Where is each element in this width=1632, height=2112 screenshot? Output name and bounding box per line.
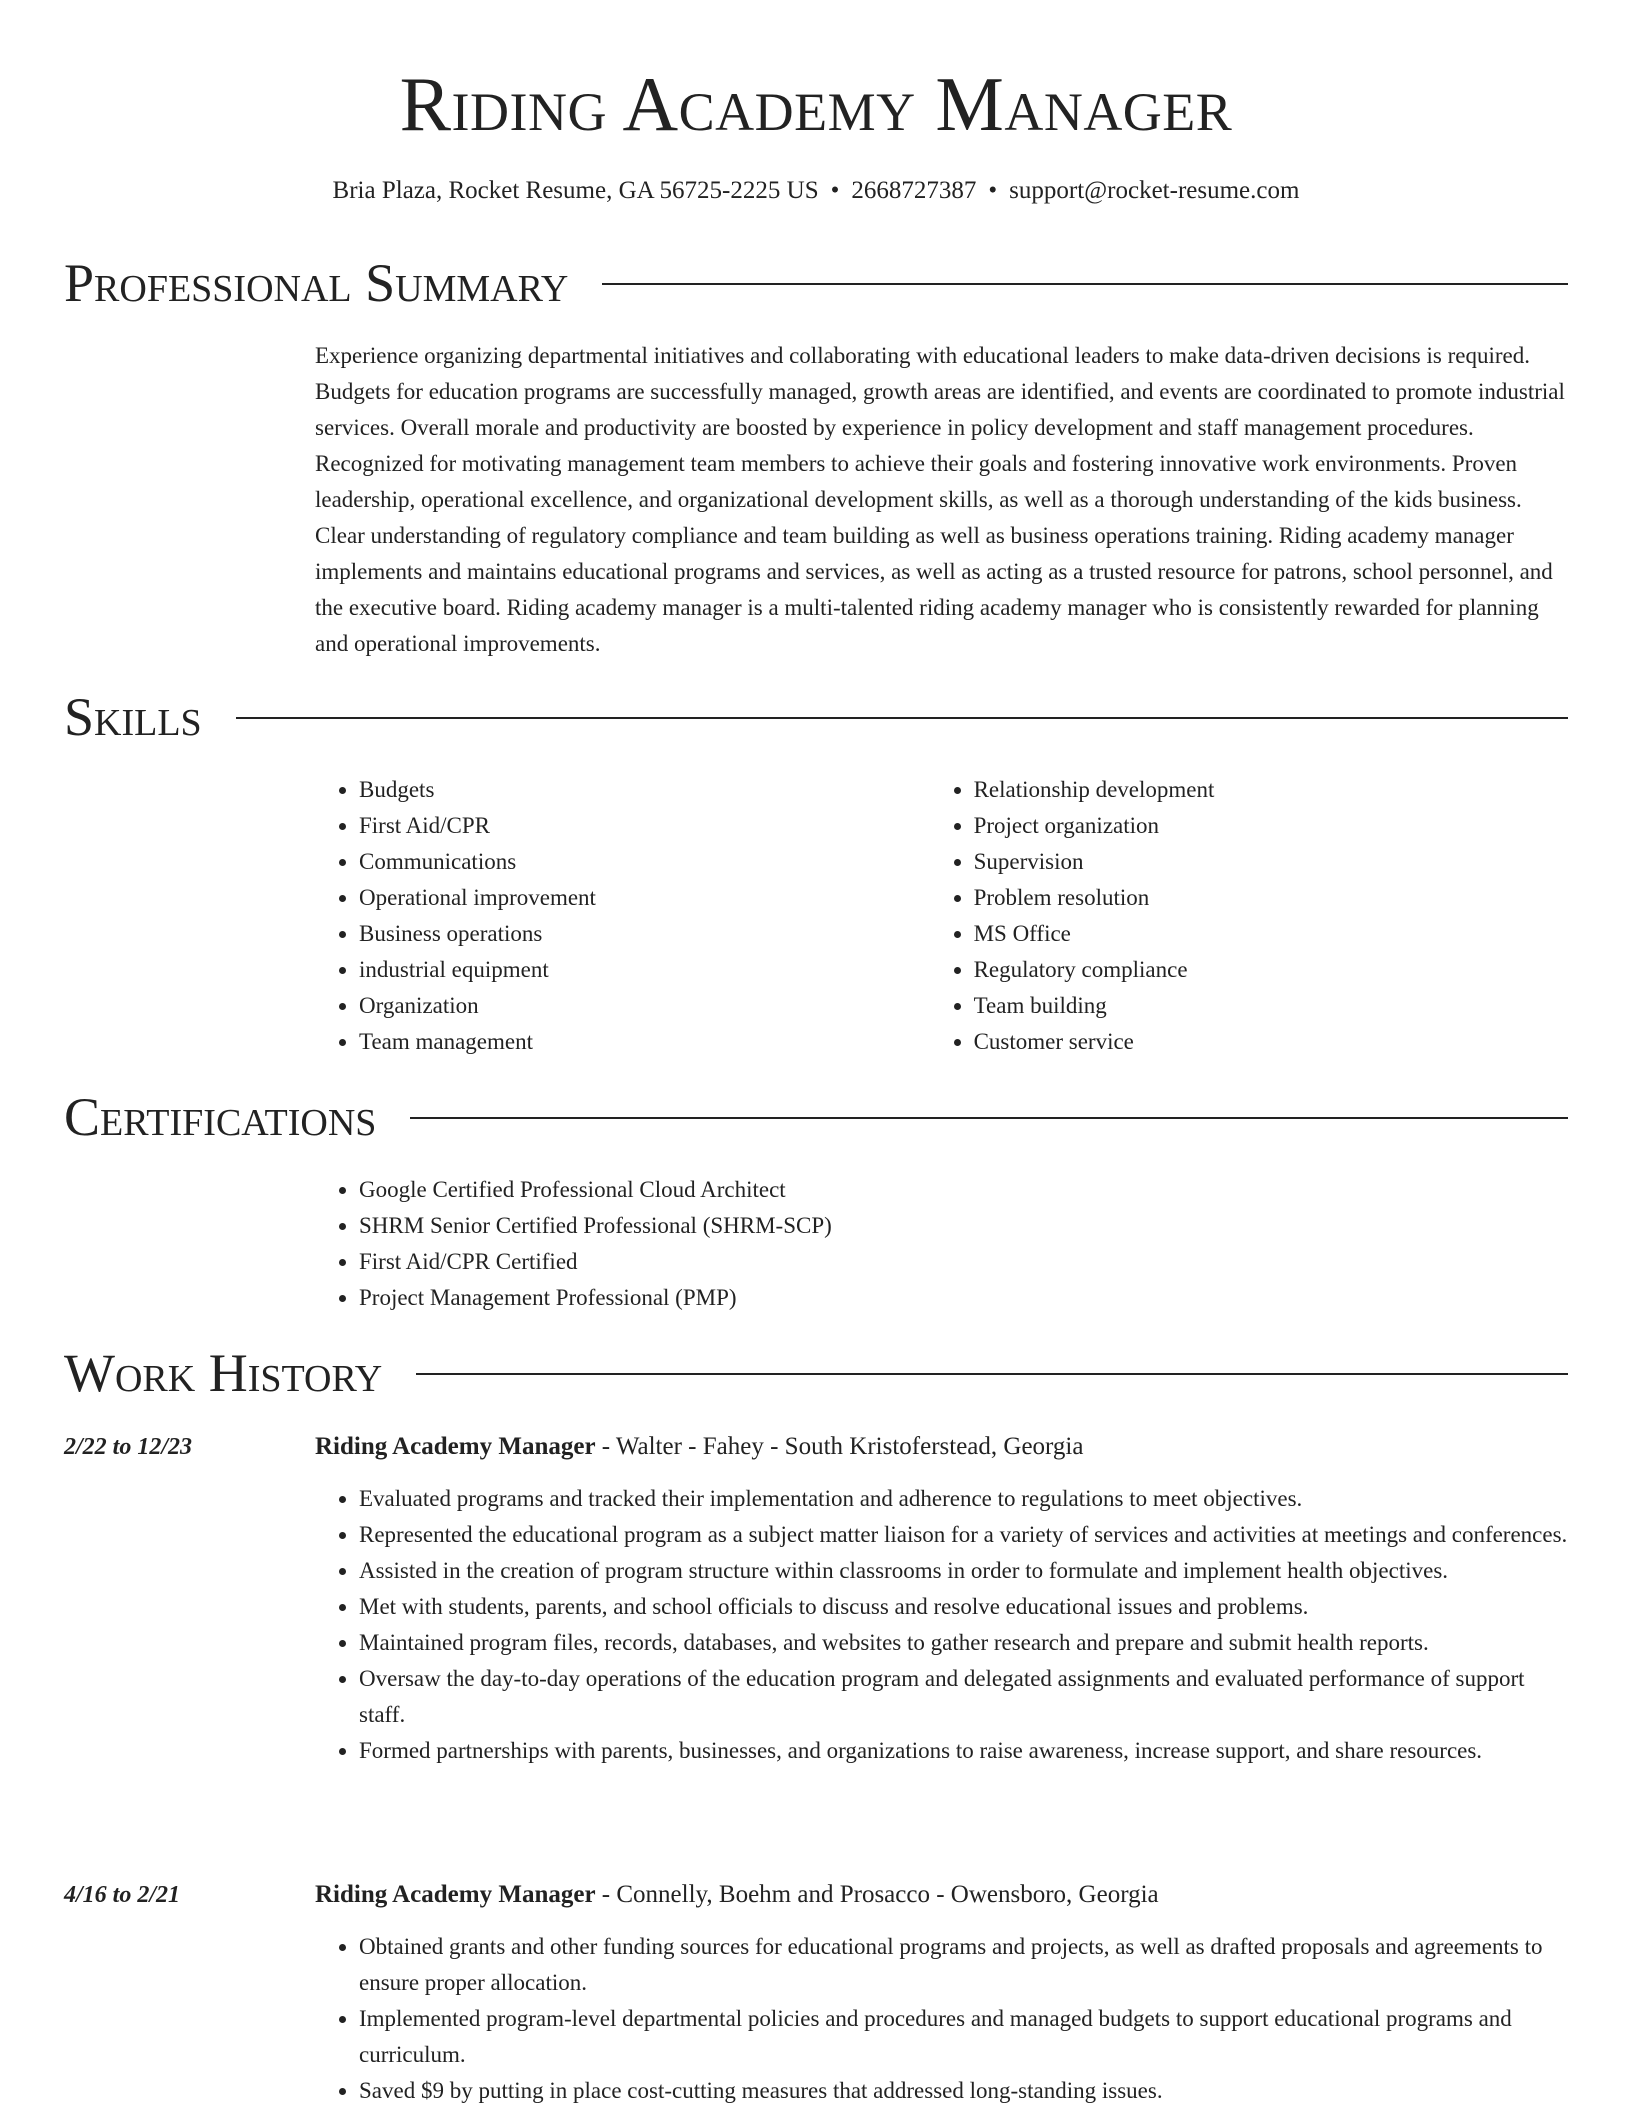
skill-item: • Business operations [359, 916, 930, 952]
certifications-list [315, 1172, 1570, 1316]
work-history-section-header [64, 1341, 1568, 1405]
job-title: Riding Academy Manager [315, 1433, 596, 1460]
contact-address: Bria Plaza, Rocket Resume, GA 56725-2225 US [332, 177, 819, 204]
skills-section-header [64, 685, 1568, 749]
job-heading [315, 1877, 1159, 1913]
summary-paragraph: Experience organizing departmental initiatives and collaborating with educational leaders to make data-driven decisions is required. Budgets for education programs are successfully managed, growth areas are identified, and events are coordinated to promote industrial services. Overall morale and productivity are boosted by experience in policy development and staff management procedures. Recognized for motivating management team members to achieve their goals and fostering innovative work environments. Proven leadership, operational excellence, and organizational development skills, as well as a thorough understanding of the kids business. Clear understanding of regulatory compliance and team building as well as business operations training. Riding academy manager implements and maintains educational programs and services, as well as acting as a trusted resource for patrons, school personnel, and the executive board. Riding academy manager is a multi-talented riding academy manager who is consistently rewarded for planning and operational improvements. [315, 343, 1565, 656]
resume-name-heading: Riding Academy Manager [399, 61, 1233, 147]
certification-item: • First Aid/CPR Certified [359, 1244, 1570, 1280]
skill-item: • Team management [359, 1024, 930, 1060]
job-duty-item: • Saved $9 by putting in place cost-cutting measures that addressed long-standing issues. [359, 2073, 1570, 2109]
job-duty-item: • Formed partnerships with parents, businesses, and organizations to raise awareness, increase support, and share resources. [359, 1733, 1570, 1769]
job-duty-item: • Implemented program-level departmental policies and procedures and managed budgets to support educational programs and curriculum. [359, 2001, 1570, 2073]
skill-item: • Organization [359, 988, 930, 1024]
job-duty-item: • Represented the educational program as a subject matter liaison for a variety of services and activities at meetings and conferences. [359, 1517, 1570, 1553]
skill-item: • Project organization [974, 808, 1570, 844]
certification-item: • Project Management Professional (PMP) [359, 1280, 1570, 1316]
job-duty-item: • Obtained grants and other funding sources for educational programs and projects, as well as drafted proposals and agreements to ensure proper allocation. [359, 1929, 1570, 2001]
skill-item: • Regulatory compliance [974, 952, 1570, 988]
certifications-section-title: Certifications [64, 1087, 377, 1147]
skill-item: • industrial equipment [359, 952, 930, 988]
section-divider [410, 1117, 1568, 1119]
skill-item: • Relationship development [974, 772, 1570, 808]
job-entry [64, 1429, 1570, 1849]
job-duties-list [315, 1481, 1570, 1769]
job-dates: 2/22 to 12/23 [64, 1434, 193, 1460]
skill-item: • First Aid/CPR [359, 808, 930, 844]
skills-column-left [315, 772, 930, 1060]
job-dates: 4/16 to 2/21 [64, 1882, 181, 1908]
job-duty-item: • Assisted in the creation of program structure within classrooms in order to formulate and implement health objectives. [359, 1553, 1570, 1589]
section-divider [236, 717, 1568, 719]
skill-item: • MS Office [974, 916, 1570, 952]
job-duties-list [315, 1929, 1570, 2109]
job-duty-item: • Met with students, parents, and school officials to discuss and resolve educational issues and problems. [359, 1589, 1570, 1625]
contact-separator: • [988, 177, 998, 204]
summary-section-title: Professional Summary [64, 253, 569, 313]
skill-item: • Operational improvement [359, 880, 930, 916]
skills-list [315, 772, 1570, 1060]
job-heading [315, 1429, 1083, 1465]
job-employer: - Connelly, Boehm and Prosacco - Owensboro, Georgia [595, 1881, 1159, 1908]
job-duty-item: • Maintained program files, records, databases, and websites to gather research and prepare and submit health reports. [359, 1625, 1570, 1661]
skills-column-right [930, 772, 1570, 1060]
job-duty-item: • Oversaw the day-to-day operations of the education program and delegated assignments and evaluated performance of support staff. [359, 1661, 1570, 1733]
skill-item: • Customer service [974, 1024, 1570, 1060]
job-entry [64, 1877, 1570, 2112]
skill-item: • Communications [359, 844, 930, 880]
certifications-bullets [315, 1172, 1570, 1316]
contact-phone: 2668727387 [851, 177, 977, 204]
skill-item: • Problem resolution [974, 880, 1570, 916]
skill-item: • Budgets [359, 772, 930, 808]
contact-separator: • [830, 177, 840, 204]
certifications-section-header [64, 1085, 1568, 1149]
job-employer: - Walter - Fahey - South Kristoferstead, Georgia [595, 1433, 1084, 1460]
section-divider [416, 1373, 1568, 1375]
job-title: Riding Academy Manager [315, 1881, 596, 1908]
certification-item: • Google Certified Professional Cloud Architect [359, 1172, 1570, 1208]
skill-item: • Team building [974, 988, 1570, 1024]
work-history-section-title: Work History [64, 1343, 383, 1403]
contact-email: support@rocket-resume.com [1009, 177, 1300, 204]
job-duty-item: • Evaluated programs and tracked their implementation and adherence to regulations to meet objectives. [359, 1481, 1570, 1517]
section-divider [602, 283, 1568, 285]
contact-line [0, 176, 1632, 206]
skill-item: • Supervision [974, 844, 1570, 880]
summary-section-header [64, 251, 1568, 315]
skills-section-title: Skills [64, 687, 202, 747]
certification-item: • SHRM Senior Certified Professional (SHRM-SCP) [359, 1208, 1570, 1244]
